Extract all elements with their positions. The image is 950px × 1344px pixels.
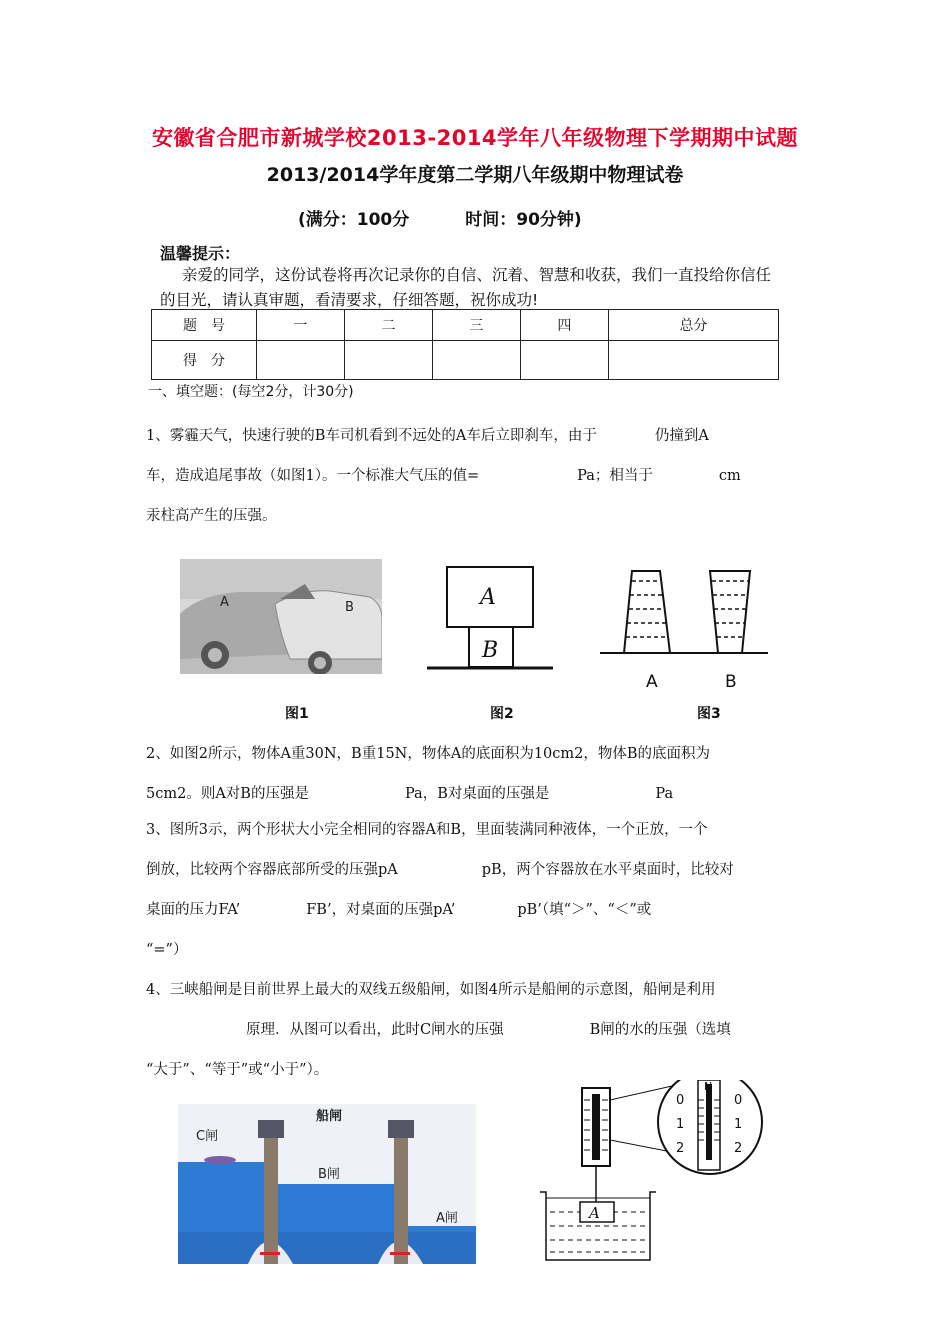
score-time-line [298,205,582,230]
q4-text: 4、三峡船闸是目前世界上最大的双线五级船闸，如图4所示是船闸的示意图，船闸是利用 [146,982,716,998]
figure-2-caption: 图2 [490,706,514,722]
figure-1-car-crash-image [180,559,382,674]
q3-text: pB’（填“＞”、“＜”或 [517,902,652,918]
scale-one-left: 1 [676,1117,685,1132]
score-cell[interactable] [608,341,778,380]
figure-4-ship-lock [178,1104,476,1264]
header-cell: 四 [520,310,608,341]
figure-2-stacked-blocks [425,563,555,673]
score-cell[interactable] [520,341,608,380]
tips-heading: 温馨提示： [160,244,241,263]
q3-text: FB’，对桌面的压强pA’ [306,902,456,918]
header-cell: 一 [257,310,345,341]
block-b-label: B [482,638,499,663]
figure-3-caption: 图3 [697,706,721,722]
q4-text: B闸的水的压强（选填 [589,1022,731,1038]
score-table-score-row [152,341,779,380]
section-heading: 一、填空题：(每空2分，计30分) [148,384,354,400]
q3-text: pB，两个容器放在水平桌面时，比较对 [481,862,734,878]
q1-text: 1、雾霾天气，快速行驶的B车司机看到不远处的A车后立即刹车，由于 [146,428,597,444]
document-title: 安徽省合肥市新城学校2013-2014学年八年级物理下学期期中试题 [151,126,799,150]
exam-title: 2013/2014学年度第二学期八年级期中物理试卷 [266,164,684,186]
container-b-label: B [725,672,737,692]
q4-text: “大于”、“等于”或“小于”）。 [146,1062,329,1078]
figure-1-caption: 图1 [285,706,309,722]
q4-text: 原理．从图可以看出，此时C闸水的压强 [246,1022,504,1038]
score-cell[interactable] [344,341,432,380]
scale-one-right: 1 [734,1117,743,1132]
tips-text: 亲爱的同学，这份试卷将再次记录你的自信、沉着、智慧和收获，我们一直投给你信任的目光，请认真审题，看清要求，仔细答题，祝你成功! [160,266,772,309]
q3-text: 3、图所3示，两个形状大小完全相同的容器A和B，里面装满同种液体，一个正放，一个 [146,822,708,838]
q1-text: 仍撞到A [654,428,709,444]
score-cell[interactable] [432,341,520,380]
question-4 [146,970,812,1090]
q1-text: 车，造成追尾事故（如图1）。一个标准大气压的值= [146,468,480,484]
full-score: (满分：100分 [298,210,410,230]
header-cell: 总分 [608,310,778,341]
gate-b-label: B闸 [318,1167,340,1182]
scale-zero-right: 0 [734,1093,743,1108]
gate-a-label: A闸 [436,1211,458,1226]
q2-text: 2、如图2所示，物体A重30N，B重15N，物体A的底面积为10cm2，物体B的底面积为 [146,746,711,762]
header-cell: 三 [432,310,520,341]
q2-text: Pa，B对桌面的压强是 [404,786,550,802]
q3-text: 倒放，比较两个容器底部所受的压强pA [146,862,398,878]
q1-text: 汞柱高产生的压强。 [146,508,277,524]
q1-text: Pa；相当于 [577,468,653,484]
fig1-label-a: A [220,595,229,610]
score-table-header-row [152,310,779,341]
header-cell: 题 号 [152,310,257,341]
scale-two-left: 2 [676,1141,685,1156]
header-cell: 二 [344,310,432,341]
figure-3-containers [598,563,770,693]
exam-time: 时间：90分钟) [465,210,582,230]
submerged-block-label: A [589,1204,600,1222]
q2-text: Pa [655,786,674,802]
question-1 [146,416,812,536]
score-cell[interactable] [257,341,345,380]
q3-text: 桌面的压力FA’ [146,902,241,918]
container-a-label: A [646,672,658,692]
figure-spring-scale [538,1080,770,1270]
fig1-label-b: B [345,600,354,615]
gate-c-label: C闸 [196,1129,219,1144]
score-table [151,309,779,380]
scale-zero-left: 0 [676,1093,685,1108]
question-3 [146,810,812,970]
q1-text: cm [718,468,741,484]
question-2 [146,734,812,814]
q3-text: “=”） [146,942,188,958]
row-label: 得 分 [152,341,257,380]
scale-two-right: 2 [734,1141,743,1156]
q2-text: 5cm2。则A对B的压强是 [146,786,309,802]
block-a-label: A [480,585,496,610]
lock-title-label: 船闸 [316,1109,343,1124]
scale-unit-label: N [704,1080,713,1093]
